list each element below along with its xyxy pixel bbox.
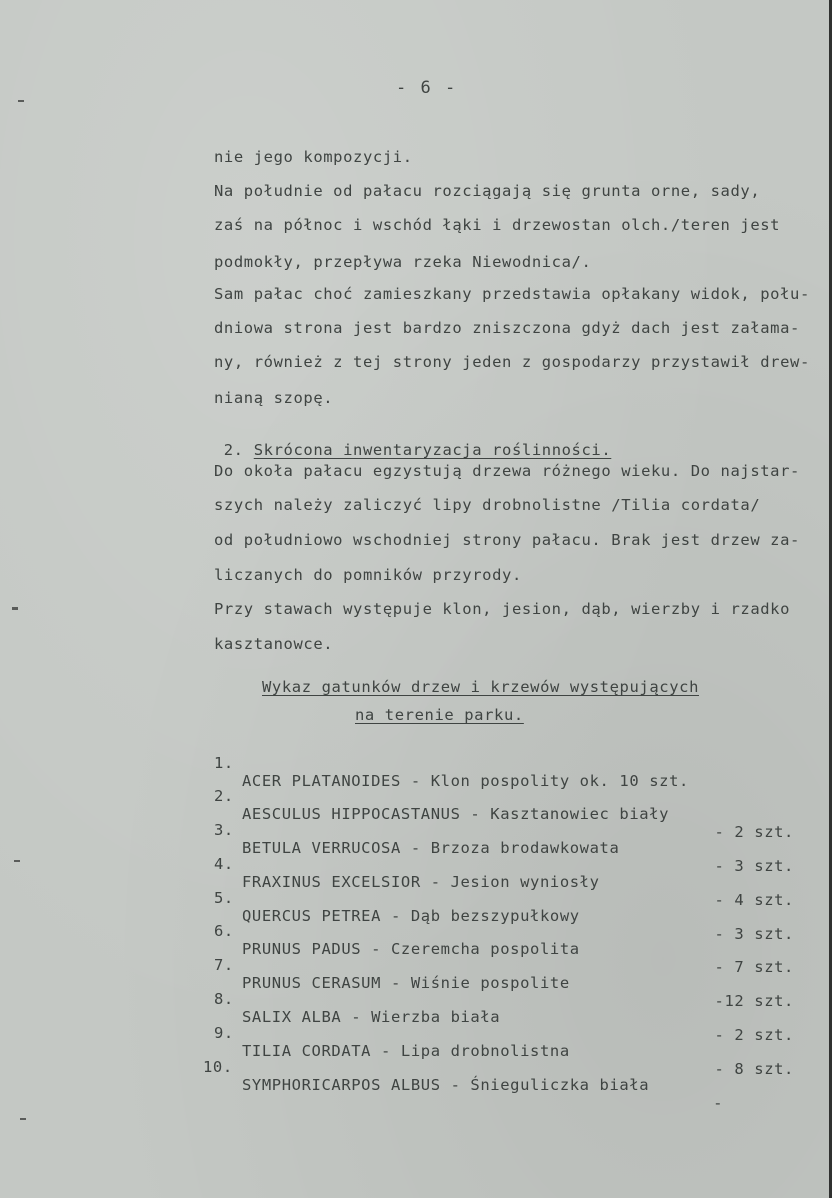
- item-number: 2.: [214, 787, 234, 805]
- item-species: PRUNUS PADUS - Czeremcha pospolita: [242, 940, 580, 958]
- item-quantity: - 7 szt.: [714, 958, 794, 976]
- item-quantity: - 2 szt.: [714, 1026, 794, 1044]
- paragraph-line: dniowa strona jest bardzo zniszczona gdyż dach jest załama-: [214, 319, 800, 337]
- paragraph-line: kasztanowce.: [214, 635, 334, 653]
- item-quantity: - 3 szt.: [714, 925, 794, 943]
- item-quantity: -: [713, 1094, 723, 1112]
- item-species: PRUNUS CERASUM - Wiśnie pospolite: [242, 974, 570, 992]
- species-list-subtitle: na terenie parku.: [355, 706, 524, 724]
- paragraph-line: nianą szopę.: [214, 389, 334, 407]
- section-title: Skrócona inwentaryzacja roślinności.: [253, 441, 612, 459]
- species-list-title: Wykaz gatunków drzew i krzewów występujących: [262, 678, 699, 696]
- item-number: 5.: [214, 889, 234, 907]
- paragraph-line: nie jego kompozycji.: [214, 148, 413, 166]
- item-number: 6.: [214, 922, 234, 940]
- section-number: 2.: [223, 441, 244, 459]
- list-item: [203, 1040, 723, 1112]
- item-quantity: - 8 szt.: [714, 1060, 794, 1078]
- item-quantity: - 3 szt.: [714, 857, 794, 875]
- item-species: TILIA CORDATA - Lipa drobnolistna: [242, 1042, 570, 1060]
- item-species: BETULA VERRUCOSA - Brzoza brodawkowata: [242, 839, 620, 857]
- item-species: QUERCUS PETREA - Dąb bezszypułkowy: [242, 907, 580, 925]
- item-quantity: - 4 szt.: [714, 891, 794, 909]
- item-number: 4.: [214, 855, 234, 873]
- paragraph-line: Do okoła pałacu egzystują drzewa różnego wieku. Do najstar-: [214, 462, 800, 480]
- item-quantity: -12 szt.: [714, 992, 794, 1010]
- paragraph-line: liczanych do pomników przyrody.: [214, 566, 522, 584]
- paragraph-line: podmokły, przepływa rzeka Niewodnica/.: [214, 253, 592, 271]
- paragraph-line: ny, również z tej strony jeden z gospodarzy przystawił drew-: [214, 353, 810, 371]
- item-species: AESCULUS HIPPOCASTANUS - Kasztanowiec biały: [242, 805, 670, 823]
- paragraph-line: Na południe od pałacu rozciągają się grunta orne, sady,: [214, 182, 761, 200]
- item-number: 10.: [203, 1058, 233, 1076]
- paragraph-line: od południowo wschodniej strony pałacu. Brak jest drzew za-: [214, 531, 800, 549]
- item-species: FRAXINUS EXCELSIOR - Jesion wyniosły: [242, 873, 600, 891]
- paragraph-line: szych należy zaliczyć lipy drobnolistne /Tilia cordata/: [214, 496, 761, 514]
- paragraph-line: Sam pałac choć zamieszkany przedstawia opłakany widok, połu-: [214, 285, 810, 303]
- item-number: 7.: [214, 956, 234, 974]
- item-quantity: - 2 szt.: [714, 823, 794, 841]
- item-number: 3.: [214, 821, 234, 839]
- list-item: [214, 736, 794, 790]
- paragraph-line: zaś na północ i wschód łąki i drzewostan olch./teren jest: [214, 216, 781, 234]
- item-species: SALIX ALBA - Wierzba biała: [242, 1008, 501, 1026]
- list-item: [214, 769, 794, 841]
- item-number: 9.: [214, 1024, 234, 1042]
- item-number: 1.: [214, 754, 234, 772]
- item-species: SYMPHORICARPOS ALBUS - Śnieguliczka biała: [242, 1076, 650, 1094]
- item-number: 8.: [214, 990, 234, 1008]
- paragraph-line: Przy stawach występuje klon, jesion, dąb, wierzby i rzadko: [214, 600, 791, 618]
- page-number: - 6 -: [396, 78, 458, 98]
- item-species: ACER PLATANOIDES - Klon pospolity ok. 10 szt.: [242, 772, 689, 790]
